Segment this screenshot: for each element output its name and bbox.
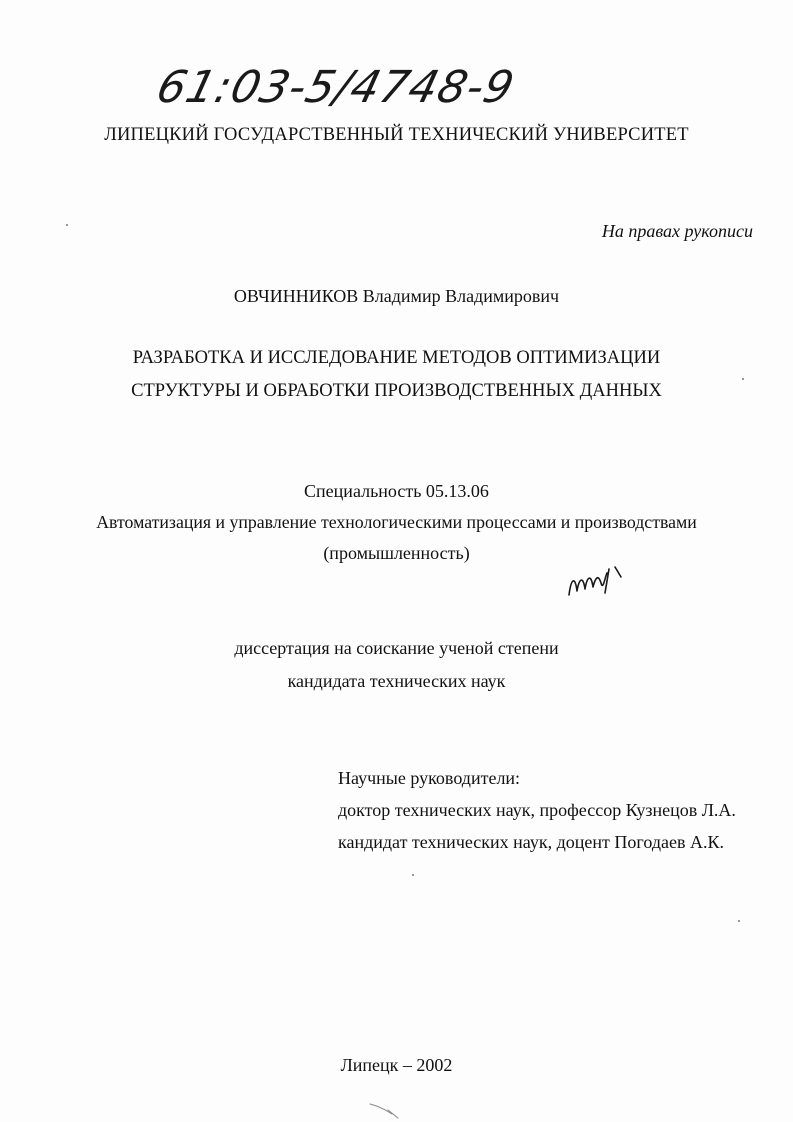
- specialty-branch: (промышленность): [323, 543, 470, 563]
- degree-line-2: кандидата технических наук: [287, 671, 506, 691]
- rights-note: На правах рукописи: [601, 221, 753, 241]
- thesis-title-line-2: СТРУКТУРЫ И ОБРАБОТКИ ПРОИЗВОДСТВЕННЫХ ДАННЫХ: [131, 381, 662, 401]
- handwritten-signature: [565, 565, 625, 601]
- scan-speck: [66, 224, 68, 226]
- place-and-year: Липецк – 2002: [340, 1055, 453, 1075]
- archive-code-handwritten: 61:03-5/4748-9: [151, 62, 520, 113]
- thesis-title-line-1: РАЗРАБОТКА И ИССЛЕДОВАНИЕ МЕТОДОВ ОПТИМИЗАЦИИ: [132, 348, 661, 368]
- author-name: ОВЧИННИКОВ Владимир Владимирович: [233, 286, 560, 306]
- supervisor-item: кандидат технических наук, доцент Погодаев А.К.: [338, 832, 724, 852]
- scan-speck: [742, 378, 744, 380]
- specialty-name: Автоматизация и управление технологическими процессами и производствами: [96, 512, 697, 532]
- supervisors-heading: Научные руководители:: [338, 768, 521, 788]
- scan-speck: [412, 874, 414, 876]
- scan-mark: [368, 1100, 408, 1122]
- university-name: ЛИПЕЦКИЙ ГОСУДАРСТВЕННЫЙ ТЕХНИЧЕСКИЙ УНИВЕРСИТЕТ: [104, 125, 689, 145]
- specialty-code: Специальность 05.13.06: [304, 481, 489, 501]
- scan-speck: [738, 920, 740, 922]
- supervisor-item: доктор технических наук, профессор Кузнецов Л.А.: [338, 800, 736, 820]
- degree-line-1: диссертация на соискание ученой степени: [234, 638, 559, 658]
